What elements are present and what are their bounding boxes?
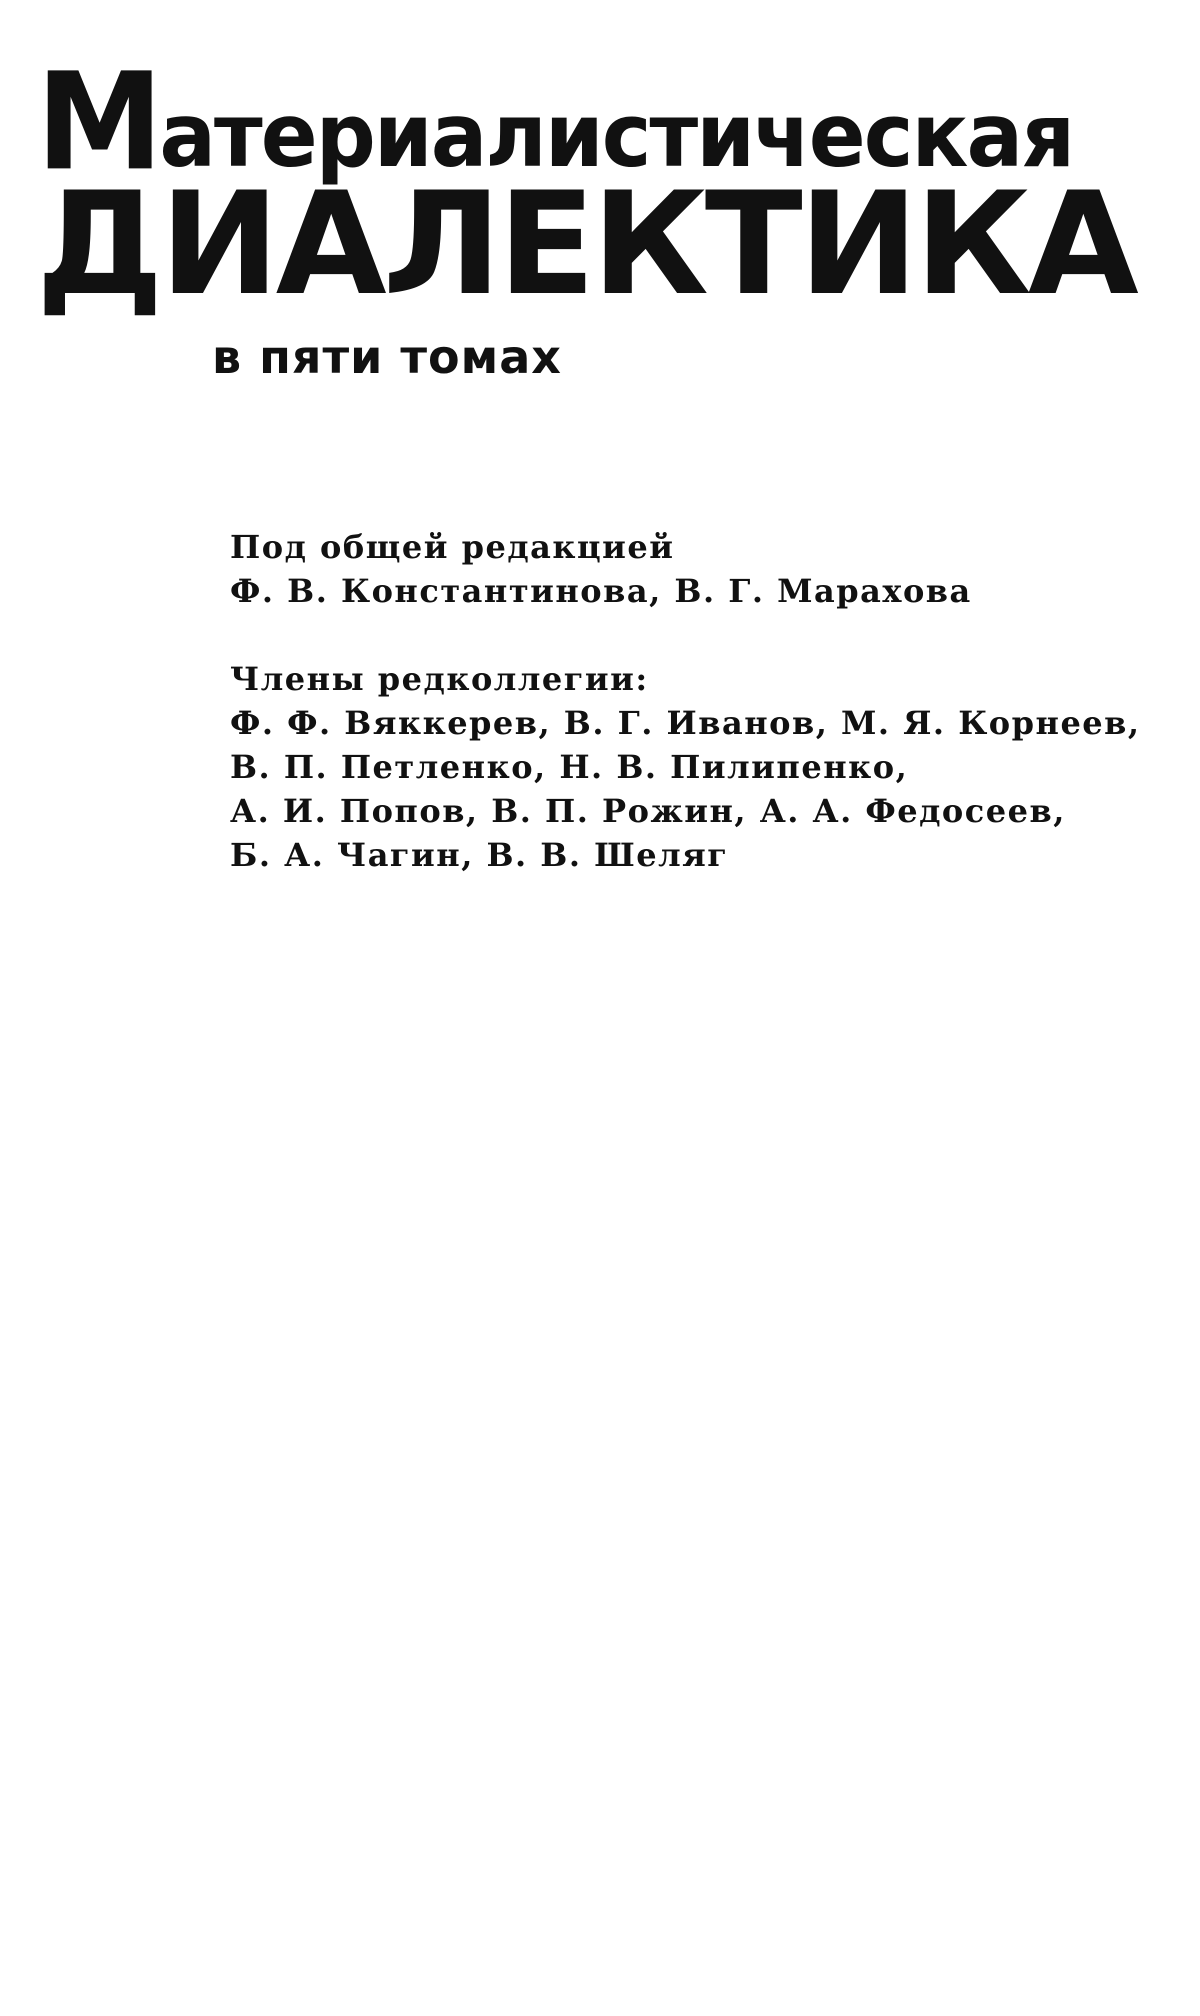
board-members-line: В. П. Петленко, Н. В. Пилипенко, [230, 748, 909, 786]
title-initial-letter: М [36, 44, 160, 201]
editors-names: Ф. В. Константинова, В. Г. Марахова [230, 572, 972, 610]
board-members-line: Б. А. Чагин, В. В. Шеляг [230, 836, 729, 874]
editors-heading: Под общей редакцией [230, 528, 675, 566]
board-heading: Члены редколлегии: [230, 660, 649, 698]
board-members-line: Ф. Ф. Вяккерев, В. Г. Иванов, М. Я. Корнеев, [230, 704, 1141, 742]
subtitle: в пяти томах [212, 330, 562, 384]
credits-block [230, 525, 1141, 877]
title-line-1-rest: атериалистическая [159, 84, 1074, 188]
credits-spacer [230, 613, 1130, 657]
board-members-line: А. И. Попов, В. П. Рожин, А. А. Федосеев, [230, 792, 1066, 830]
title-line-2: ДИАЛЕКТИКА [36, 162, 1135, 327]
book-title [36, 44, 1166, 327]
